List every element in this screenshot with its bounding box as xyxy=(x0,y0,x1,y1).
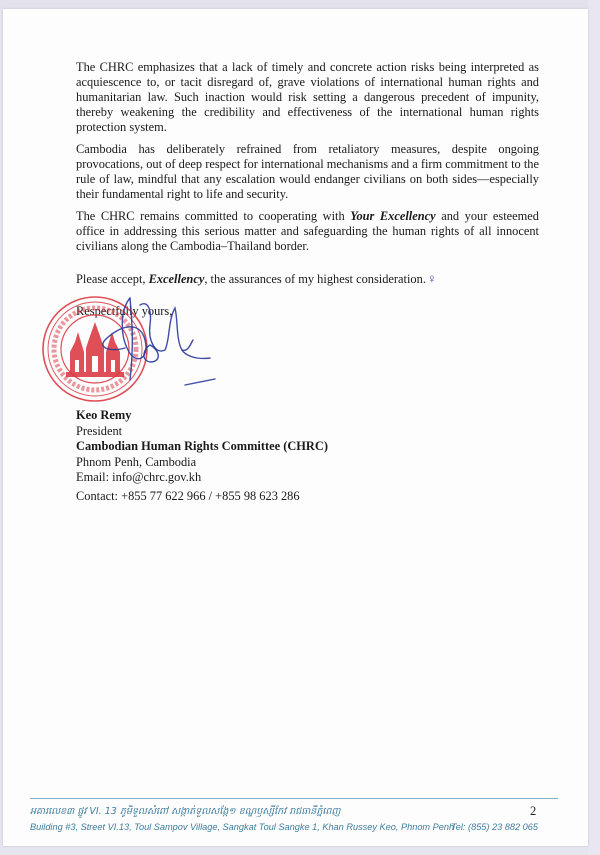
ink-mark-icon: ♀ xyxy=(426,271,437,286)
paragraph-2: Cambodia has deliberately refrained from retaliatory measures, despite ongoing provocations, out of deep respect for international mechanisms and a firm commitment to the rule of law, mindful that any escalation would endanger civilians on both sides—especially their fundamental right to life and security. xyxy=(76,142,539,201)
closing-salutation: Respectfully yours, xyxy=(76,304,173,318)
footer-khmer-address: អគារលេខ៣ ផ្លូវ VI. 13 ភូមិទួលសំពៅ សង្កាត់ទួលសង្កែ១ ខណ្ឌឫស្សីកែវ រាជធានីភ្នំពេញ xyxy=(30,806,341,817)
signature-block xyxy=(76,408,328,504)
footer-divider xyxy=(30,798,558,799)
footer-telephone: Tel: (855) 23 882 065 xyxy=(451,822,539,832)
paragraph-3-text-end: and your esteemed office in addressing this serious matter and safeguarding the human rights of all innocent civilians along the Cambodia–Thailand border. xyxy=(76,209,539,253)
letter-body xyxy=(76,60,539,326)
organization-name: Cambodian Human Rights Committee (CHRC) xyxy=(76,439,328,453)
signature-icon xyxy=(90,290,220,390)
your-excellency-emphasis: Your Excellency xyxy=(350,209,436,223)
viewer-top-band xyxy=(0,0,600,9)
paragraph-3 xyxy=(76,209,539,254)
email-link[interactable]: Email: info@chrc.gov.kh xyxy=(76,470,202,484)
paragraph-4-text: Please accept, xyxy=(76,272,149,286)
paragraph-4-text-end: , the assurances of my highest consideration. xyxy=(204,272,426,286)
paragraph-4 xyxy=(76,271,539,287)
organization-location: Phnom Penh, Cambodia xyxy=(76,454,197,469)
paragraph-1: The CHRC emphasizes that a lack of timely and concrete action risks being interpreted as acquiescence to, or tacit disregard of, grave violations of international human rights and humanitarian law. Such inaction would risk setting a dangerous precedent of impunity, thereby weakening the credibility and effectiveness of the international human rights protection system. xyxy=(76,60,539,134)
signatory-title: President xyxy=(76,423,123,438)
signatory-name: Keo Remy xyxy=(76,408,132,422)
page-number: 2 xyxy=(530,804,537,818)
paragraph-3-text: The CHRC remains committed to cooperating with xyxy=(76,209,351,223)
contact-phones: Contact: +855 77 622 966 / +855 98 623 286 xyxy=(76,488,300,503)
footer-english-address: Building #3, Street VI.13, Toul Sampov Village, Sangkat Toul Sangke 1, Khan Russey Keo, Phnom Penh xyxy=(30,822,455,832)
excellency-emphasis: Excellency xyxy=(148,272,205,286)
viewer-scrollbar-track[interactable] xyxy=(588,0,600,855)
